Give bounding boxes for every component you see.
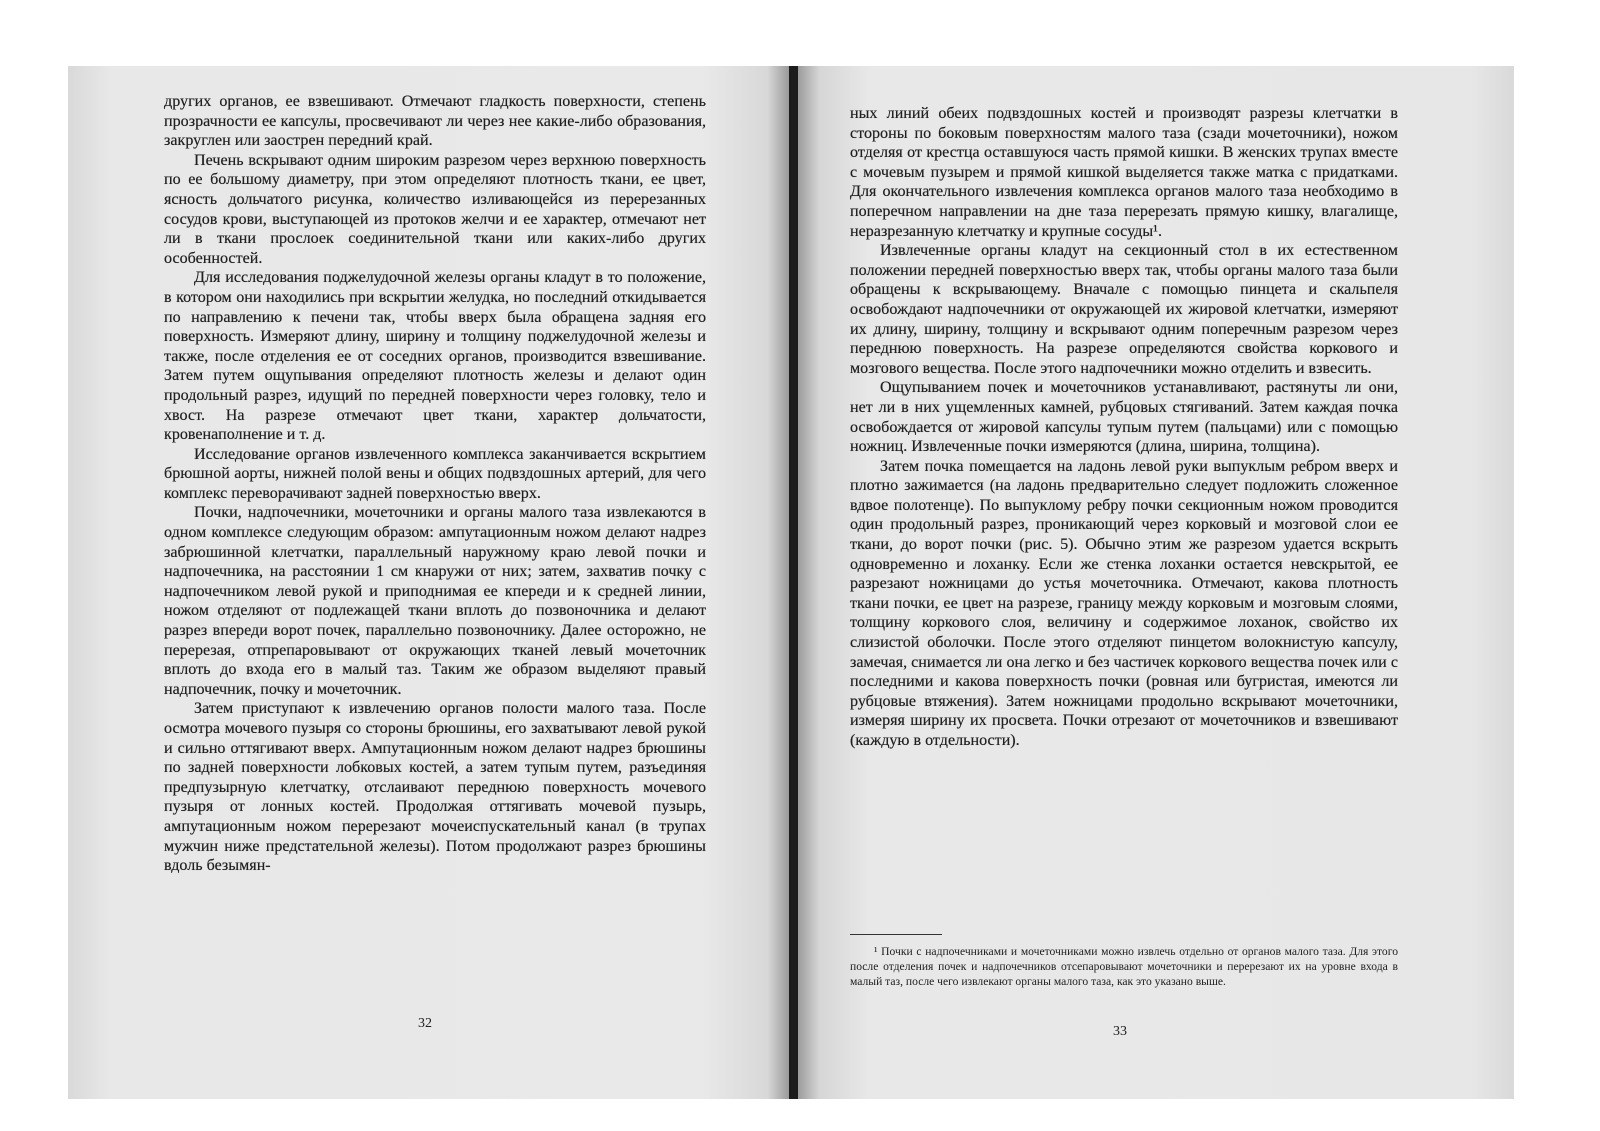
paragraph: Затем почка помещается на ладонь левой руки выпуклым ребром вверх и плотно зажимается (на ладонь предварительно следует подложить сложенное вдвое полотенце). По выпуклому ребру почки секционным ножом проводится один продольный разрез, проникающий через корковый и мозговой слои ее ткани, до ворот почки (рис. 5). Обычно этим же разрезом удается вскрыть одновременно и лоханку. Если же стенка лоханки остается невскрытой, ее разрезают ножницами до устья мочеточника. Отмечают, какова плотность ткани почки, ее цвет на разрезе, границу между корковым и мозговым слоями, толщину коркового слоя, величину и содержимое лоханок, свойство их слизистой оболочки. После этого отделяют пинцетом волокнистую капсулу, замечая, снимается ли она легко и без частичек коркового вещества почек или с последними и какова поверхность почки (ровная или бугристая, имеются ли рубцовые втяжения). Затем ножницами продольно вскрывают мочеточники, измеряя ширину их просвета. Почки отрезают от мочеточников и взвешивают (каждую в отдельности). bbox=[850, 457, 1398, 749]
paragraph: Печень вскрывают одним широким разрезом через верхнюю поверхность по ее большому диаметру, при этом определяют плотность ткани, ее цвет, ясность дольчатого рисунка, количество изливающейся из перерезанных сосудов крови, выступающей из протоков желчи и ее характер, отмечают нет ли в ткани прослоек соединительной ткани или каких-либо других особенностей. bbox=[164, 151, 706, 267]
paragraph: других органов, ее взвешивают. Отмечают гладкость поверхности, степень прозрачности ее капсулы, просвечивают ли через нее какие-либо образования, закруглен или заострен передний край. bbox=[164, 93, 706, 150]
paragraph: Извлеченные органы кладут на секционный стол в их естественном положении передней поверхностью вверх так, чтобы органы малого таза были обращены к вскрывающему. Вначале с помощью пинцета и скальпеля освобождают надпочечники от окружающей их жировой клетчатки, измеряют их длину, ширину, толщину и вскрывают одним поперечным разрезом через переднюю поверхность. На разрезе определяются свойства коркового и мозгового вещества. После этого надпочечники можно отделить и взвесить. bbox=[850, 242, 1398, 377]
paragraph: Затем приступают к извлечению органов полости малого таза. После осмотра мочевого пузыря со стороны брюшины, его захватывают левой рукой и сильно оттягивают вверх. Ампутационным ножом делают надрез брюшины по задней поверхности лобковых костей, а затем тупым путем, разъединяя предпузырную клетчатку, отслаивают переднюю поверхность мочевого пузыря от лонных костей. Продолжая оттягивать мочевой пузырь, ампутационным ножом перерезают мочеиспускательный канал (в трупах мужчин ниже предстательной железы). Потом продолжают разрез брюшины вдоль безымян- bbox=[164, 700, 706, 875]
footnote-text: ¹ Почки с надпочечниками и мочеточниками можно извлечь отдельно от органов малого таза. Для этого после отделения почек и надпочечников отсепаровывают мочеточники и перерезают их на уровне входа в малый таз, после чего извлекают органы малого таза, как это указано выше. bbox=[850, 945, 1398, 989]
left-page-text bbox=[164, 92, 706, 876]
right-page-text bbox=[850, 104, 1398, 751]
page-number: 32 bbox=[418, 1016, 432, 1031]
footnote bbox=[850, 944, 1398, 990]
left-page bbox=[68, 66, 789, 1099]
paragraph: Почки, надпочечники, мочеточники и органы малого таза извлекаются в одном комплексе следующим образом: ампутационным ножом делают надрез забрюшинной клетчатки, параллельный наружному краю левой почки и надпочечника, на расстоянии 1 см кнаружи от них; затем, захватив почку с надпочечником левой рукой и приподнимая ее кпереди и к средней линии, ножом отделяют от подлежащей ткани вплоть до позвоночника и делают разрез впереди ворот почек, параллельно позвоночнику. Далее осторожно, не перерезая, отпрепаровывают от окружающих тканей левый мочеточник вплоть до входа его в малый таз. Таким же образом выделяют правый надпочечник, почку и мочеточник. bbox=[164, 504, 706, 698]
footnote-divider bbox=[850, 934, 942, 935]
paragraph: Исследование органов извлеченного комплекса заканчивается вскрытием брюшной аорты, нижней полой вены и общих подвздошных артерий, для чего комплекс переворачивают задней поверхностью вверх. bbox=[164, 445, 706, 502]
page-number: 33 bbox=[1113, 1024, 1127, 1039]
right-page bbox=[798, 66, 1514, 1099]
paragraph: Ощупыванием почек и мочеточников устанавливают, растянуты ли они, нет ли в них ущемленных камней, рубцовых стягиваний. Затем каждая почка освобождается от жировой капсулы тупым путем (пальцами) или с помощью ножниц. Извлеченные почки измеряются (длина, ширина, толщина). bbox=[850, 379, 1398, 456]
paragraph: ных линий обеих подвздошных костей и производят разрезы клетчатки в стороны по боковым поверхностям малого таза (сзади мочеточники), ножом отделяя от крестца оставшуюся часть прямой кишки. В женских трупах вместе с мочевым пузырем и прямой кишкой выделяется также матка с придатками. Для окончательного извлечения комплекса органов малого таза необходимо в поперечном направлении на дне таза перерезать прямую кишку, влагалище, неразрезанную клетчатку и крупные сосуды¹. bbox=[850, 105, 1398, 240]
paragraph: Для исследования поджелудочной железы органы кладут в то положение, в котором они находились при вскрытии желудка, но последний откидывается по направлению к печени так, чтобы вверх была обращена задняя его поверхность. Измеряют длину, ширину и толщину поджелудочной железы и также, после отделения ее от соседних органов, производится взвешивание. Затем путем ощупывания определяют плотность железы и делают один продольный разрез, идущий по передней поверхности через головку, тело и хвост. На разрезе отмечают цвет ткани, характер дольчатости, кровенаполнение и т. д. bbox=[164, 269, 706, 444]
